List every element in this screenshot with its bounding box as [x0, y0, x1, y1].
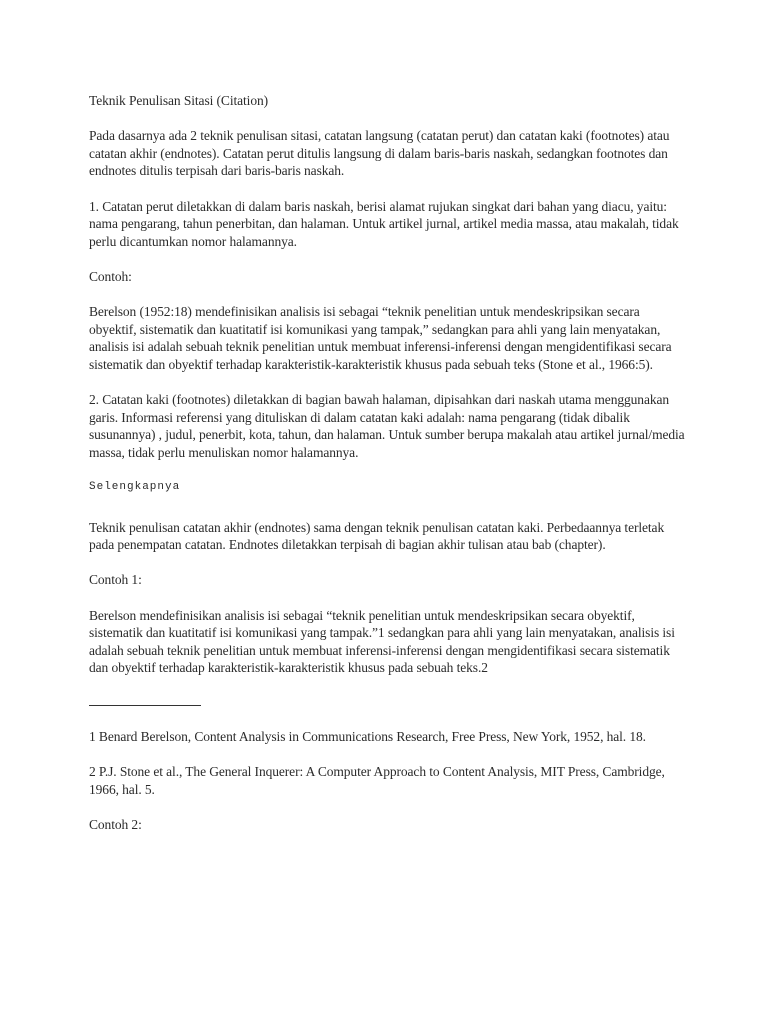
footnote-1: 1 Benard Berelson, Content Analysis in Communications Research, Free Press, New York, 1952, hal. 18. [89, 729, 646, 744]
footnote-2: 2 P.J. Stone et al., The General Inquerer: A Computer Approach to Content Analysis, MIT Press, Cambridge, 1966, hal. 5. [89, 764, 665, 797]
example-2-paragraph: Berelson mendefinisikan analisis isi sebagai “teknik penelitian untuk mendeskripsikan secara obyektif, sistematik dan kuatitatif isi komunikasi yang tampak.”1 sedangkan para ahli yang lain menyatakan, analisis isi adalah sebuah teknik penelitian untuk membuat inferensi-inferensi dengan mengidentifikasi secara sistematik dan obyektif terhadap karakteristik-karakteristik khusus pada sebuah teks.2 [89, 607, 675, 676]
example-1-paragraph: Berelson (1952:18) mendefinisikan analisis isi sebagai “teknik penelitian untuk mendeskripsikan secara obyektif, sistematik dan kuatitatif isi komunikasi yang tampak,” sedangkan para ahli yang lain menyatakan, analisis isi adalah sebuah teknik penelitian untuk membuat inferensi-inferensi dengan mengidentifikasi secara sistematik dan obyektif terhadap karakteristik-karakteristik khusus pada sebuah teks (Stone et al., 1966:5). [89, 304, 672, 372]
footnote-separator [89, 705, 201, 706]
point-2-paragraph: 2. Catatan kaki (footnotes) diletakkan di bagian bawah halaman, dipisahkan dari naskah utama menggunakan garis. Informasi referensi yang dituliskan di dalam catatan kaki adalah: nama pengarang (tidak dibalik susunannya) , judul, penerbit, kota, tahun, dan halaman. Untuk sumber berupa makalah atau artikel jurnal/media massa, tidak perlu menuliskan nomor halamannya. [89, 392, 685, 460]
contoh-2-label: Contoh 2: [89, 816, 142, 832]
point-1-paragraph: 1. Catatan perut diletakkan di dalam baris naskah, berisi alamat rujukan singkat dari bahan yang diacu, yaitu: nama pengarang, tahun penerbitan, dan halaman. Untuk artikel jurnal, artikel media massa, atau makalah, tidak perlu dicantumkan nomor halamannya. [89, 198, 679, 249]
selengkapnya-link[interactable]: Selengkapnya [89, 481, 181, 494]
document-page [89, 92, 689, 851]
document-title: Teknik Penulisan Sitasi (Citation) [89, 93, 269, 108]
intro-paragraph: Pada dasarnya ada 2 teknik penulisan sitasi, catatan langsung (catatan perut) dan catatan kaki (footnotes) atau catatan akhir (endnotes). Catatan perut ditulis langsung di dalam baris-baris naskah, sedangkan footnotes dan endnotes ditulis terpisah dari baris-baris naskah. [89, 128, 670, 179]
endnotes-paragraph: Teknik penulisan catatan akhir (endnotes) sama dengan teknik penulisan catatan kaki. Perbedaannya terletak pada penempatan catatan. Endnotes diletakkan terpisah di bagian akhir tulisan atau bab (chapter). [89, 519, 665, 553]
contoh-1-label: Contoh 1: [89, 572, 142, 588]
contoh-label: Contoh: [89, 268, 132, 284]
